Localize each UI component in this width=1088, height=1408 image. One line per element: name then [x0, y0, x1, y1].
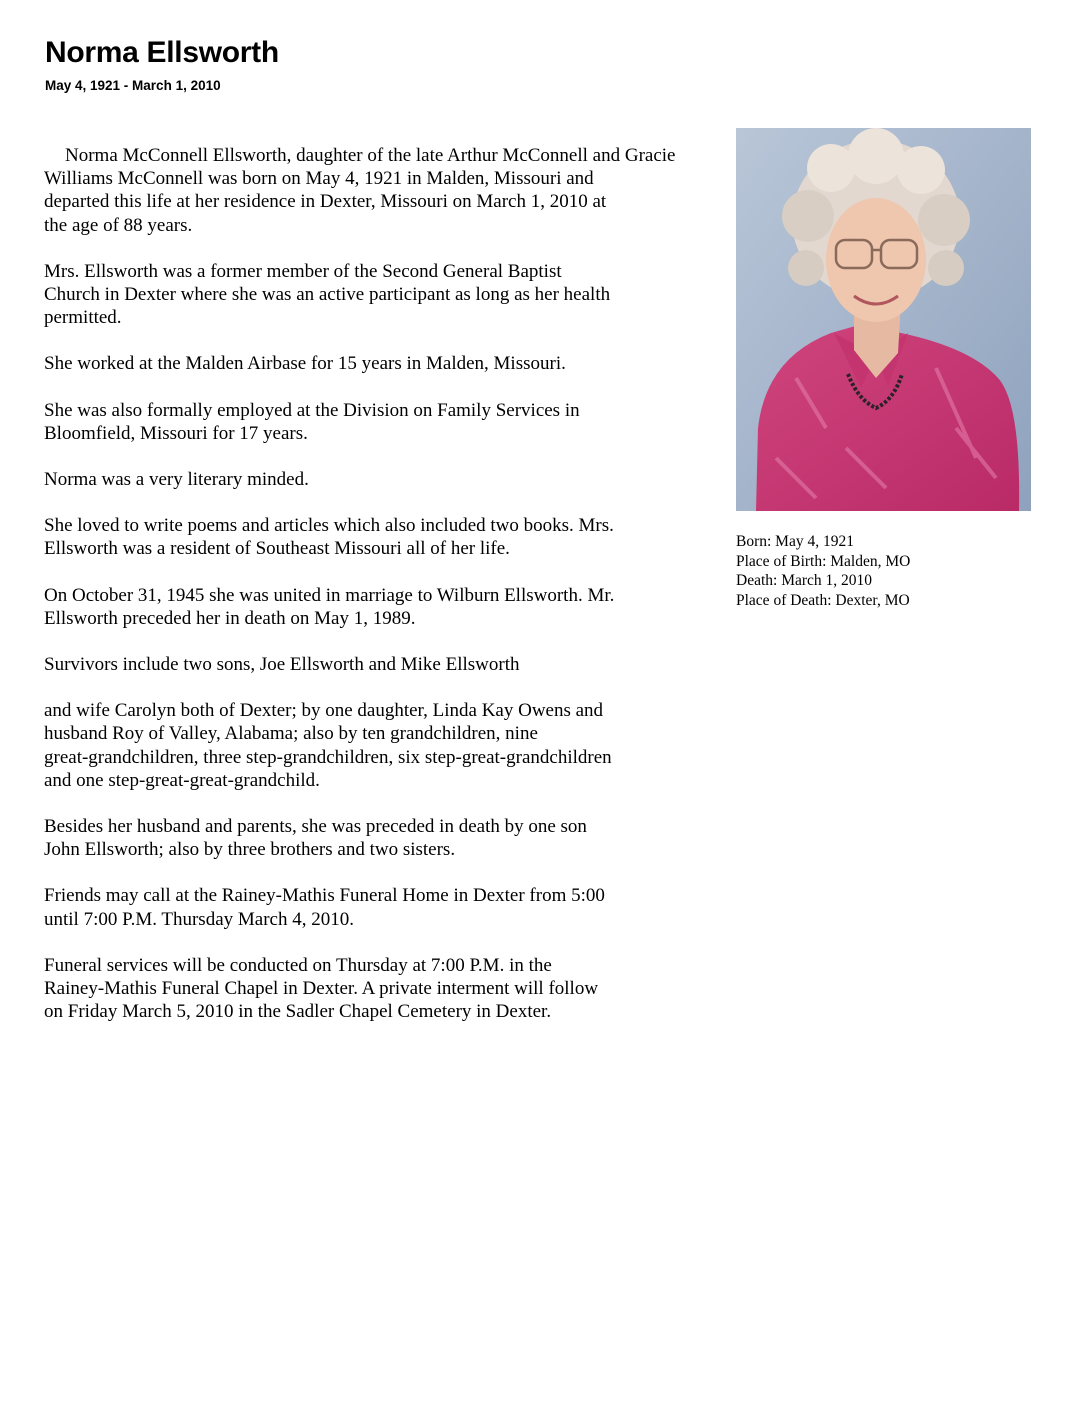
paragraph: Survivors include two sons, Joe Ellsworth and Mike Ellsworth	[44, 654, 520, 676]
paragraph: Friends may call at the Rainey-Mathis Funeral Home in Dexter from 5:00 until 7:00 P.M. Thursday March 4, 2010.	[44, 885, 605, 930]
paragraph: On October 31, 1945 she was united in marriage to Wilburn Ellsworth. Mr. Ellsworth preceded her in death on May 1, 1989.	[44, 584, 615, 629]
death-place: Place of Death: Dexter, MO	[736, 591, 910, 609]
paragraph: Norma was a very literary minded.	[44, 469, 309, 491]
paragraph: Mrs. Ellsworth was a former member of the Second General Baptist Church in Dexter where she was an active participant as long as her health permitted.	[44, 260, 611, 329]
death-date: Death: March 1, 2010	[736, 572, 873, 589]
paragraph: Norma McConnell Ellsworth, daughter of the late Arthur McConnell and Gracie Williams McConnell was born on May 4, 1921 in Malden, Missouri and departed this life at her residence in Dexter, Missouri on March 1, 2010 at the age of 88 years.	[44, 145, 676, 236]
portrait-photo	[736, 128, 1031, 511]
paragraph: Funeral services will be conducted on Thursday at 7:00 P.M. in the Rainey-Mathis Funeral Chapel in Dexter. A private interment will follow on Friday March 5, 2010 in the Sadler Chapel Cemetery in Dexter.	[44, 954, 599, 1023]
vital-facts	[736, 532, 910, 610]
born-date: Born: May 4, 1921	[736, 533, 854, 550]
birth-place: Place of Birth: Malden, MO	[736, 552, 911, 570]
paragraph: She was also formally employed at the Division on Family Services in Bloomfield, Missouri for 17 years.	[44, 399, 580, 444]
paragraph: and wife Carolyn both of Dexter; by one daughter, Linda Kay Owens and husband Roy of Valley, Alabama; also by ten grandchildren, nine great-grandchildren, three step-grandchildren, six step-great-grandchildren and one step-great-great-grandchild.	[44, 700, 612, 791]
paragraph: She worked at the Malden Airbase for 15 years in Malden, Missouri.	[44, 353, 566, 375]
life-dates: May 4, 1921 - March 1, 2010	[45, 78, 221, 93]
page-title: Norma Ellsworth	[45, 36, 279, 69]
obituary-body	[44, 144, 764, 1046]
paragraph: Besides her husband and parents, she was preceded in death by one son John Ellsworth; also by three brothers and two sisters.	[44, 816, 587, 861]
paragraph: She loved to write poems and articles which also included two books. Mrs. Ellsworth was a resident of Southeast Missouri all of her life.	[44, 515, 614, 560]
